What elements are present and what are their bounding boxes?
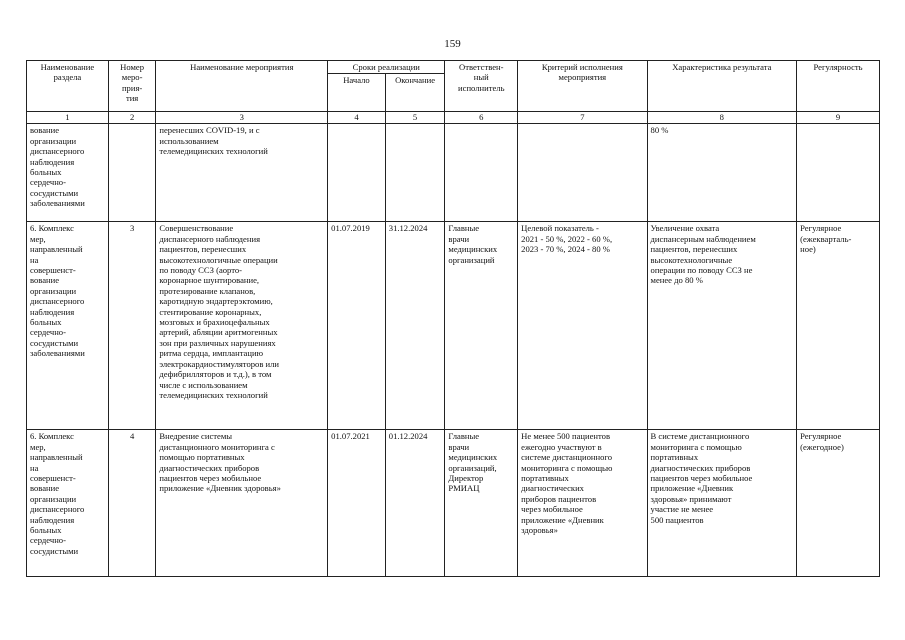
header-number: Номер меро- прия- тия	[108, 61, 156, 112]
cell-event: Внедрение системы дистанционного мониторинга с помощью портативных диагностических приборов пациентов через мобильное приложение «Дневник здоровья»	[156, 430, 328, 577]
table-row	[27, 124, 880, 222]
column-number: 8	[647, 112, 797, 124]
cell-regularity	[797, 124, 880, 222]
column-number: 5	[385, 112, 445, 124]
cell-responsible: Главные врачи медицинских организаций, Директор РМИАЦ	[445, 430, 518, 577]
cell-event: Совершенствование диспансерного наблюдения пациентов, перенесших высокотехнологичные операции по поводу ССЗ (аорто- коронарное шунтирование, протезирование клапанов, каротидную эндартерэктомию, стентирование коронарных, мозговых и брахиоцефальных артерий, абляции аритмогенных зон при различных нарушениях ритма сердца, имплантацию электрокардиостимуляторов или дефибрилляторов и т.д.), в том числе с использованием телемедицинских технологий	[156, 222, 328, 430]
header-end: Окончание	[385, 74, 445, 112]
cell-number	[108, 124, 156, 222]
cell-result: 80 %	[647, 124, 797, 222]
cell-start: 01.07.2019	[328, 222, 386, 430]
header-responsible: Ответствен- ный исполнитель	[445, 61, 518, 112]
cell-end: 01.12.2024	[385, 430, 445, 577]
cell-criterion	[518, 124, 647, 222]
cell-criterion: Целевой показатель - 2021 - 50 %, 2022 - 60 %, 2023 - 70 %, 2024 - 80 %	[518, 222, 647, 430]
cell-section: 6. Комплекс мер, направленный на совершенст- вование организации диспансерного наблюдения больных сердечно- сосудистыми заболеваниями	[27, 222, 109, 430]
cell-criterion: Не менее 500 пациентов ежегодно участвуют в системе дистанционного мониторинга с помощью портативных диагностических приборов пациентов через мобильное приложение «Дневник здоровья»	[518, 430, 647, 577]
page-number: 159	[444, 38, 461, 50]
header-result: Характеристика результата	[647, 61, 797, 112]
column-number: 3	[156, 112, 328, 124]
header-event: Наименование мероприятия	[156, 61, 328, 112]
cell-regularity: Регулярное (ежекварталь- ное)	[797, 222, 880, 430]
cell-responsible: Главные врачи медицинских организаций	[445, 222, 518, 430]
cell-result: В системе дистанционного мониторинга с помощью портативных диагностических приборов пациентов через мобильное приложение «Дневник здоровья» принимают участие не менее 500 пациентов	[647, 430, 797, 577]
column-number: 1	[27, 112, 109, 124]
table-row	[27, 222, 880, 430]
header-terms: Сроки реализации	[328, 61, 445, 74]
cell-end	[385, 124, 445, 222]
column-number-row	[27, 112, 880, 124]
header-criterion: Критерий исполнения мероприятия	[518, 61, 647, 112]
column-number: 7	[518, 112, 647, 124]
cell-section: вование организации диспансерного наблюдения больных сердечно- сосудистыми заболеваниями	[27, 124, 109, 222]
cell-number: 4	[108, 430, 156, 577]
cell-start	[328, 124, 386, 222]
cell-section: 6. Комплекс мер, направленный на совершенст- вование организации диспансерного наблюдения больных сердечно- сосудистыми	[27, 430, 109, 577]
cell-responsible	[445, 124, 518, 222]
cell-regularity: Регулярное (ежегодное)	[797, 430, 880, 577]
cell-result: Увеличение охвата диспансерным наблюдением пациентов, перенесших высокотехнологичные операции по поводу ССЗ не менее до 80 %	[647, 222, 797, 430]
header-start: Начало	[328, 74, 386, 112]
cell-end: 31.12.2024	[385, 222, 445, 430]
cell-start: 01.07.2021	[328, 430, 386, 577]
table-row	[27, 430, 880, 577]
column-number: 6	[445, 112, 518, 124]
column-number: 2	[108, 112, 156, 124]
header-regularity: Регулярность	[797, 61, 880, 112]
header-row	[27, 61, 880, 74]
cell-event: перенесших COVID-19, и с использованием телемедицинских технологий	[156, 124, 328, 222]
events-table	[26, 60, 880, 577]
column-number: 9	[797, 112, 880, 124]
cell-number: 3	[108, 222, 156, 430]
column-number: 4	[328, 112, 386, 124]
header-section: Наименование раздела	[27, 61, 109, 112]
